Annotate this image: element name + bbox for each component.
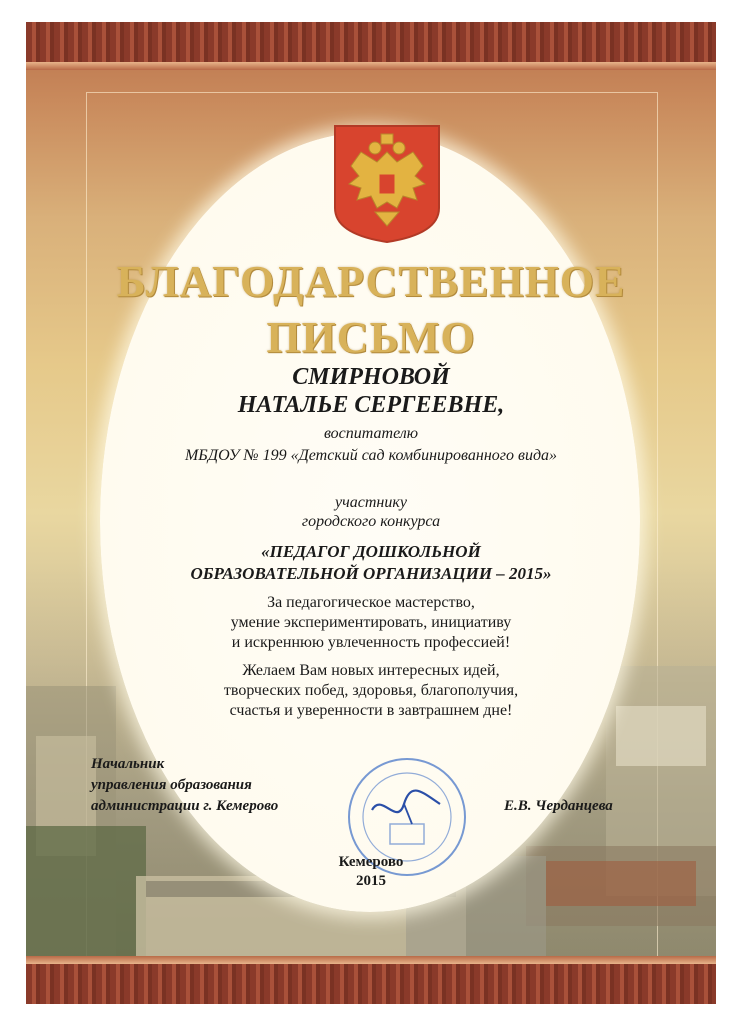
signer-name: Е.В. Черданцева bbox=[504, 798, 613, 814]
reason-line-3: и искреннюю увлеченность профессией! bbox=[231, 634, 511, 651]
signer-title-line-2: управления образования bbox=[91, 777, 252, 793]
wish-line-3: счастья и уверенности в завтрашнем дне! bbox=[229, 702, 513, 719]
city-name: Кемерово bbox=[338, 854, 404, 870]
bottom-ornament-line bbox=[26, 956, 716, 964]
wish-line-1: Желаем Вам новых интересных идей, bbox=[242, 662, 500, 679]
recipient-name: НАТАЛЬЕ СЕРГЕЕВНЕ, bbox=[237, 392, 505, 418]
russian-coat-of-arms-icon bbox=[331, 122, 443, 244]
title-line-2: ПИСЬМО bbox=[266, 313, 476, 362]
certificate bbox=[26, 22, 716, 1004]
recipient-position: воспитателю bbox=[323, 425, 419, 442]
recipient-surname: СМИРНОВОЙ bbox=[292, 364, 450, 390]
recipient-organization: МБДОУ № 199 «Детский сад комбинированного вида» bbox=[184, 447, 558, 464]
contest-type: городского конкурса bbox=[301, 513, 441, 530]
signer-title-line-1: Начальник bbox=[91, 756, 165, 772]
bottom-ornament-band bbox=[26, 964, 716, 1004]
reason-line-1: За педагогическое мастерство, bbox=[267, 594, 475, 611]
title-line-1: БЛАГОДАРСТВЕННОЕ bbox=[116, 257, 626, 306]
wish-line-2: творческих побед, здоровья, благополучия, bbox=[223, 682, 519, 699]
signer-title bbox=[91, 754, 331, 817]
reason-line-2: умение экспериментировать, инициативу bbox=[230, 614, 512, 631]
contest-title-line-1: «ПЕДАГОГ ДОШКОЛЬНОЙ bbox=[261, 542, 481, 561]
top-ornament-line bbox=[26, 62, 716, 70]
signer-title-line-3: администрации г. Кемерово bbox=[91, 798, 279, 814]
contest-title-line-2: ОБРАЗОВАТЕЛЬНОЙ ОРГАНИЗАЦИИ – 2015» bbox=[190, 564, 552, 583]
participant-label: участнику bbox=[335, 494, 407, 511]
top-ornament-band bbox=[26, 22, 716, 62]
year: 2015 bbox=[356, 873, 386, 889]
